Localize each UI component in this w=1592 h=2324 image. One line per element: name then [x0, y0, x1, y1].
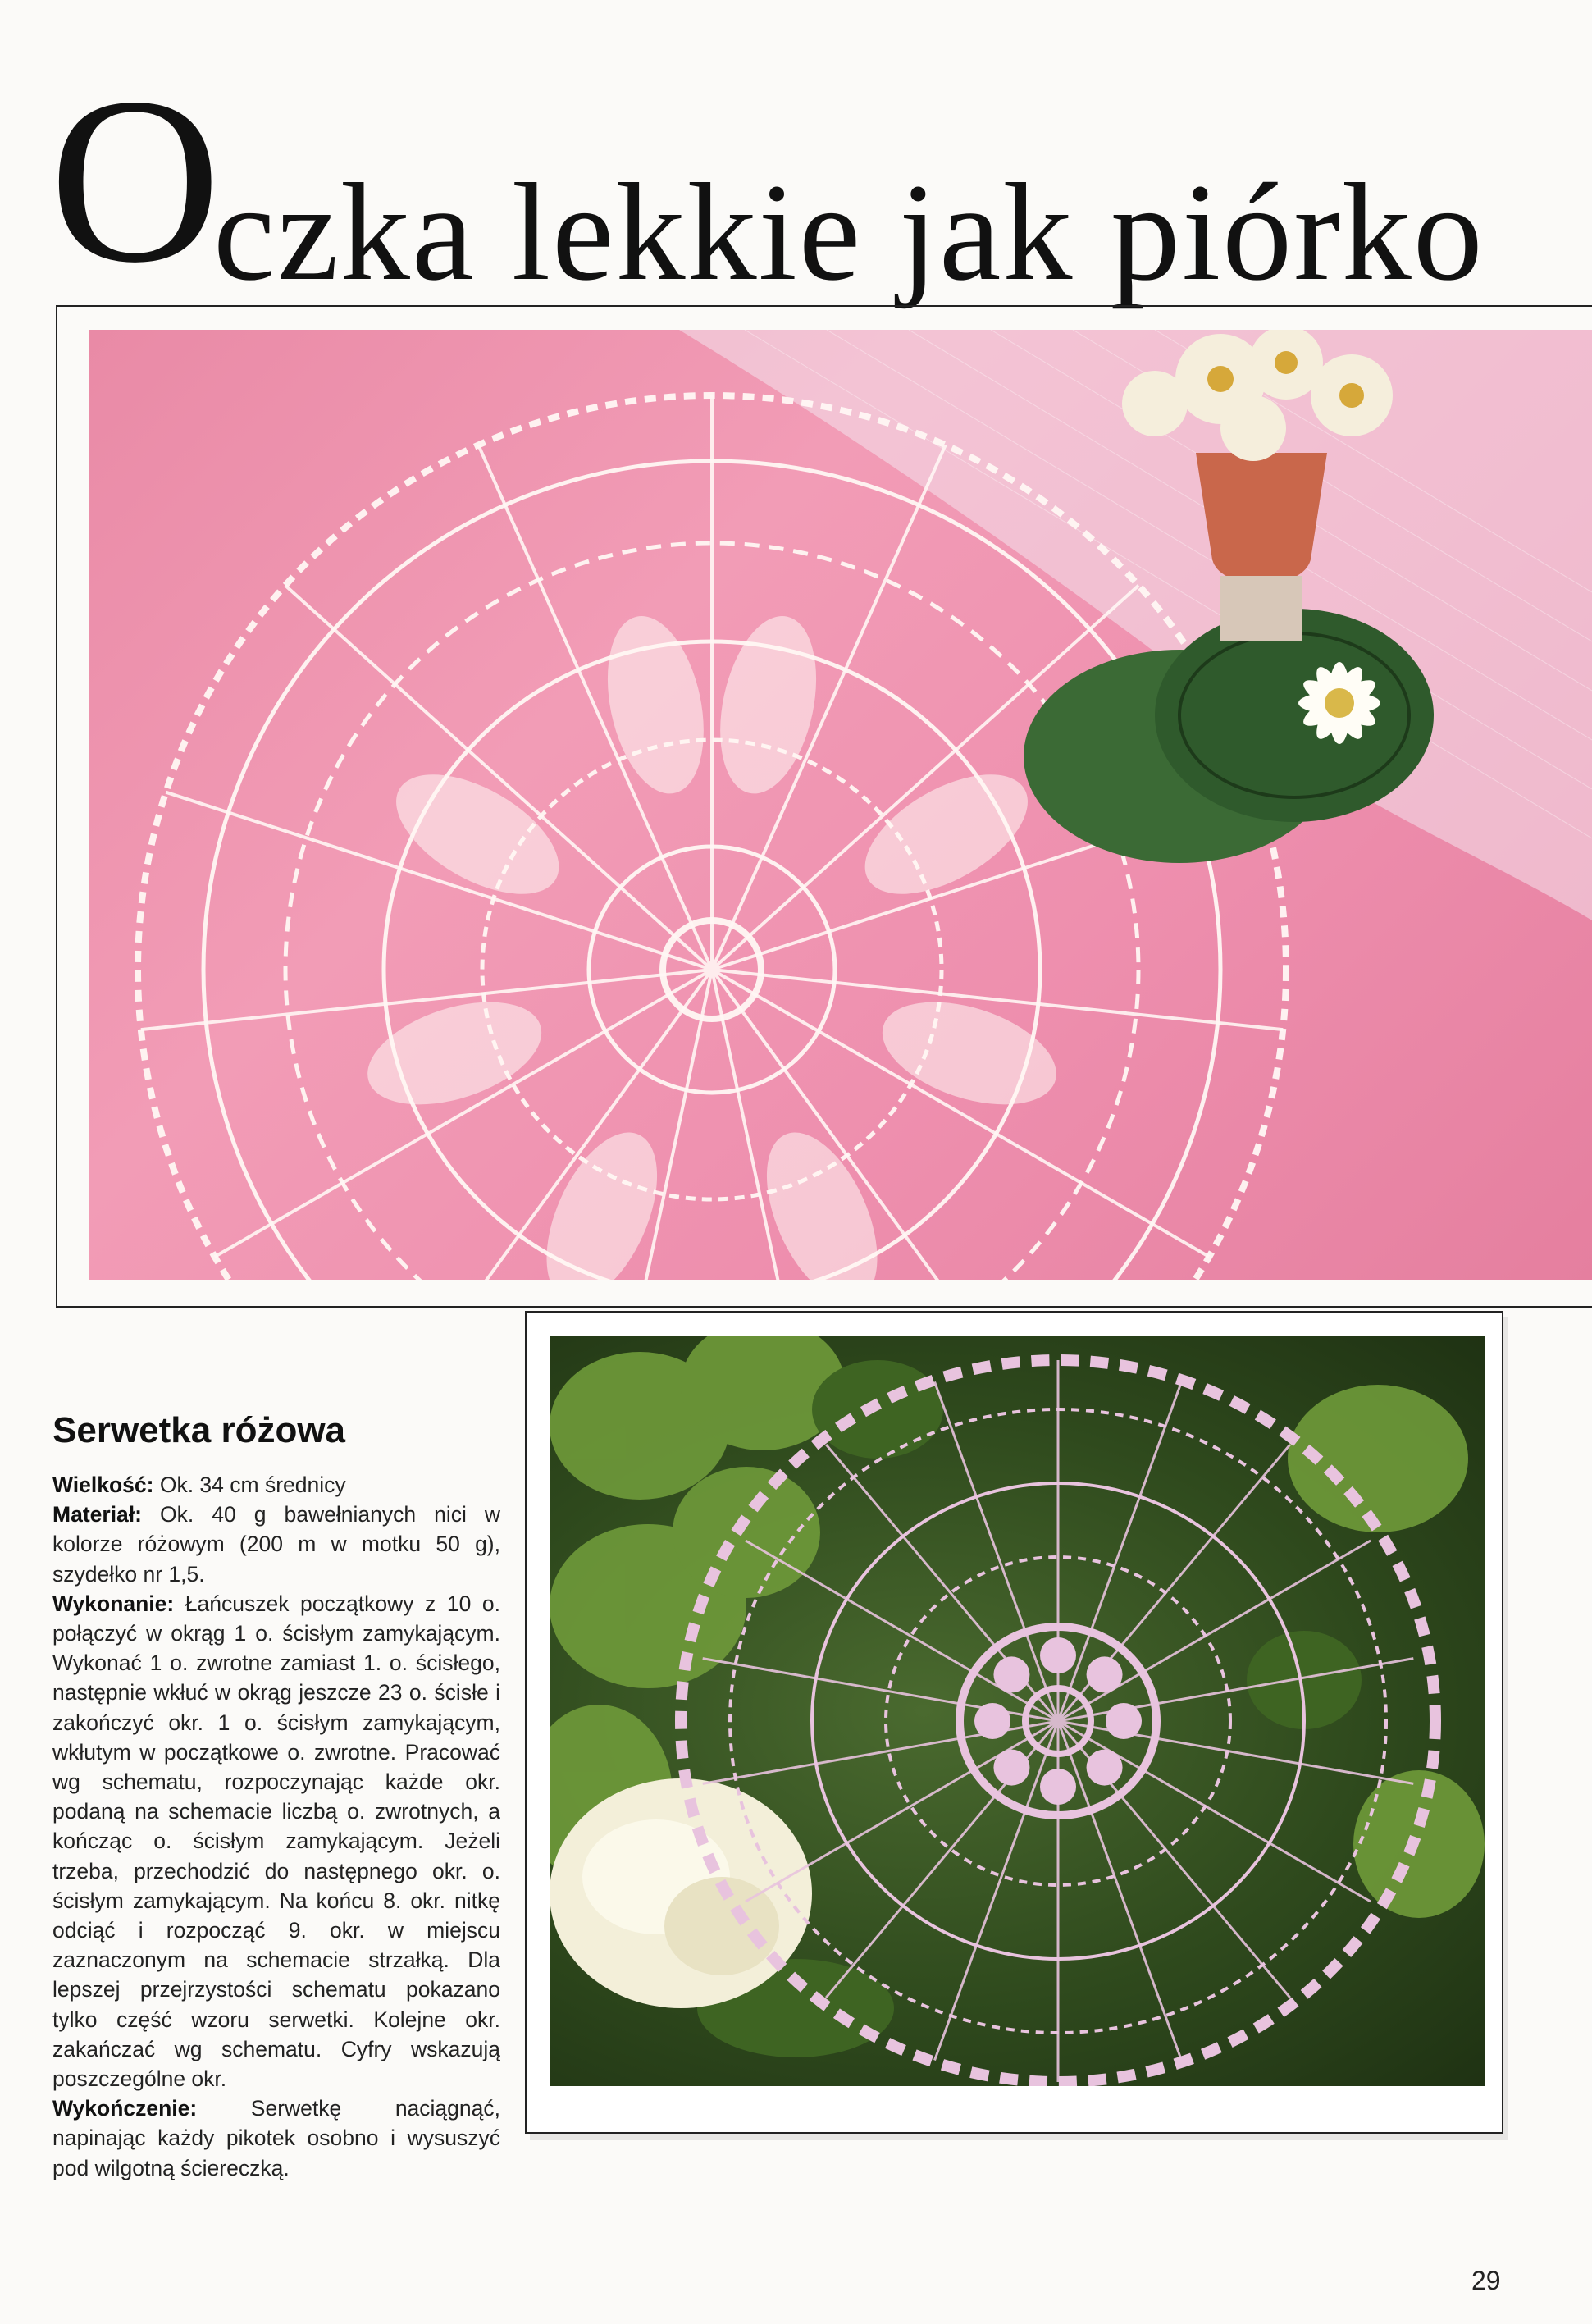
text-material: Ok. 40 g bawełnianych nici w kolorze różowym (200 m w motku 50 g), szydełko nr 1,5. — [52, 1502, 500, 1587]
page-number: 29 — [1471, 2266, 1501, 2295]
title-text: czka lekkie jak piórko — [213, 155, 1485, 309]
label-material: Materiał: — [52, 1502, 142, 1527]
label-instructions: Wykonanie: — [52, 1591, 175, 1616]
paragraph-material — [52, 1500, 500, 1589]
article-heading: Serwetka różowa — [52, 1410, 346, 1450]
paragraph-instructions — [52, 1589, 500, 2093]
paragraph-finishing — [52, 2093, 500, 2183]
text-instructions: Łańcuszek początkowy z 10 o. połączyć w okrąg 1 o. ścisłym zamykającym. Wykonać 1 o. zwrotne zamiast 1. o. ścisłego, następnie wkłuć w okrąg jeszcze 23 o. ścisłe i zakończyć okr. 1 o. ścisłym zamykającym, wkłutym w początkowe o. zwrotne. Pracować wg schematu, rozpoczynając każde okr. podaną na schemacie liczbą o. zwrotnych, a kończąc o. ścisłym zamykającym. Jeżeli trzeba, przechodzić do następnego okr. o. ścisłym zamykającym. Na końcu 8. okr. nitkę odciąć i rozpocząć 9. okr. w miejscu zaznaczonym na schemacie strzałką. Dla lepszej przejrzystości schematu pokazano tylko część wzoru serwetki. Kolejne okr. zakańczać wg schematu. Cyfry wskazują poszczególne okr. — [52, 1591, 500, 2092]
text-size: Ok. 34 cm średnicy — [153, 1472, 346, 1497]
title-drop-cap: O — [49, 48, 221, 312]
text-finishing: Serwetkę naciągnąć, napinając każdy pikotek osobno i wysuszyć pod wilgotną ściereczką. — [52, 2096, 500, 2180]
bottom-photo-doily-pink — [550, 1336, 1485, 2086]
article-body — [52, 1470, 500, 2183]
top-photo-doily-white — [89, 330, 1592, 1280]
paragraph-size — [52, 1470, 500, 1500]
label-finishing: Wykończenie: — [52, 2096, 198, 2121]
label-size: Wielkość: — [52, 1472, 154, 1497]
